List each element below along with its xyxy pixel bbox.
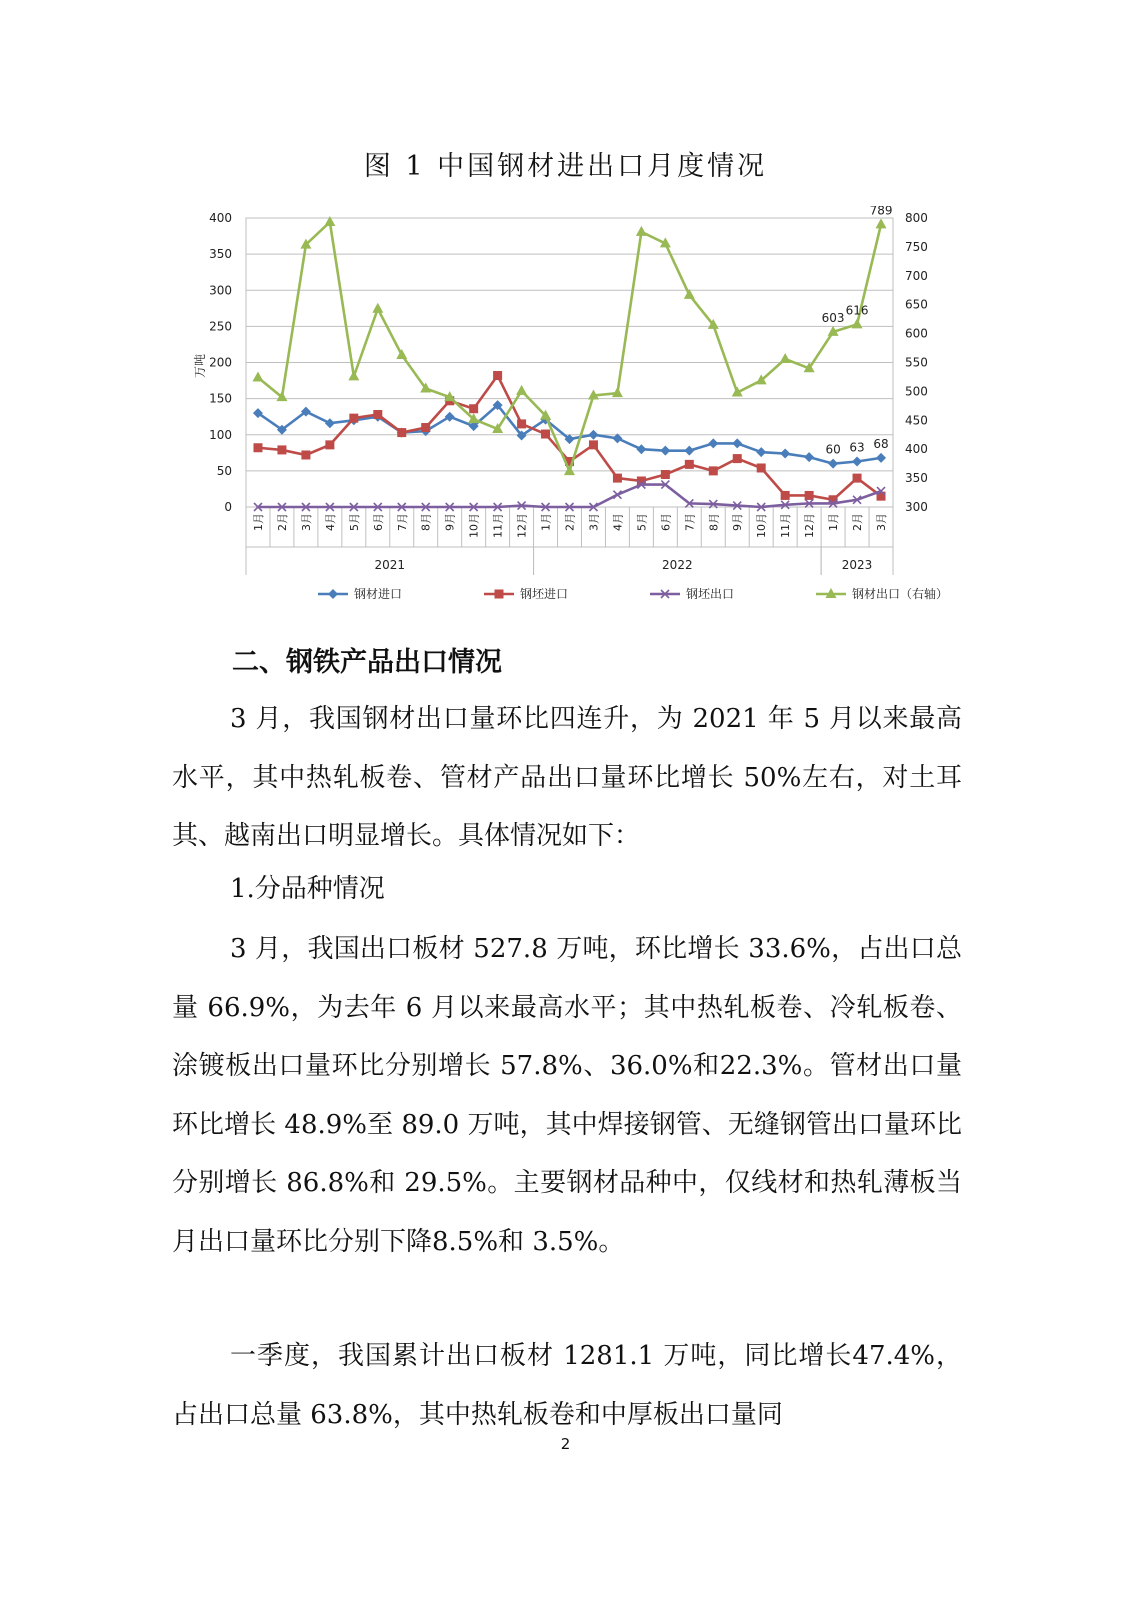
x-tick-label: 2月 [563,513,577,531]
x-tick-label: 11月 [491,513,505,538]
subsection-heading: 1.分品种情况 [230,874,385,904]
x-tick-label: 10月 [467,513,481,538]
data-label: 68 [873,436,889,451]
data-point [589,440,598,449]
y2-tick-label: 750 [905,239,928,254]
data-point [636,444,646,454]
y-axis-title: 万吨 [193,353,207,379]
y2-tick-label: 500 [905,384,928,399]
year-label: 2021 [374,558,406,572]
data-point [853,474,862,483]
data-point [348,370,359,380]
legend-label: 钢坯出口 [686,587,735,601]
x-tick-label: 3月 [875,513,889,531]
section-heading: 二、钢铁产品出口情况 [232,647,502,678]
y-tick-label: 150 [209,391,232,406]
page-number: 2 [560,1435,571,1453]
year-label: 2023 [841,558,873,572]
x-tick-label: 9月 [731,513,745,531]
data-point [564,465,575,475]
intro-paragraph: 3 月，我国钢材出口量环比四连升，为 2021 年 5 月以来最高水平，其中热轧板卷、管材产品出口量环比增长 50%左右，对土耳其、越南出口明显增长。具体情况如下： [172,704,962,851]
data-point [685,460,694,469]
data-point [325,418,335,428]
data-point [636,226,647,236]
x-tick-label: 2月 [275,513,289,531]
x-tick-label: 4月 [611,513,625,531]
data-point [828,459,838,469]
data-label: 789 [869,206,893,218]
chart-series [252,216,889,511]
data-point [301,450,310,459]
y-tick-label: 200 [209,355,232,370]
x-tick-label: 4月 [323,513,337,531]
y2-tick-label: 300 [905,500,928,514]
y-tick-label: 0 [224,500,232,514]
y-tick-label: 400 [209,211,232,225]
data-point [613,474,622,483]
x-tick-label: 5月 [347,513,361,531]
data-point [373,410,382,419]
y2-tick-label: 800 [905,211,928,225]
x-tick-label: 7月 [395,513,409,531]
data-point [325,440,334,449]
data-point [805,491,814,500]
x-tick-label: 6月 [659,513,673,531]
y2-tick-label: 550 [905,355,928,370]
data-point [852,456,862,466]
data-point [709,466,718,475]
legend-label: 钢材出口（右轴） [852,587,949,601]
x-tick-label: 11月 [779,513,793,538]
legend-item [318,586,402,601]
x-tick-label: 3月 [587,513,601,531]
data-point [421,423,430,432]
y2-tick-label: 350 [905,471,928,486]
body-paragraph-2: 一季度，我国累计出口板材 1281.1 万吨，同比增长47.4%，占出口总量 63.8%，其中热轧板卷和中厚板出口量同 [172,1341,962,1430]
data-point [781,491,790,500]
data-point [493,371,502,380]
x-tick-label: 8月 [707,513,721,531]
data-point [397,428,406,437]
x-tick-label: 2月 [851,513,865,531]
x-tick-label: 1月 [251,513,265,531]
y-tick-label: 100 [209,427,232,442]
data-point [732,438,742,448]
data-point [252,372,263,382]
data-point [277,445,286,454]
x-tick-label: 12月 [515,513,529,538]
data-label: 616 [845,303,869,318]
x-tick-label: 10月 [755,513,769,538]
data-point [612,387,623,397]
data-point [733,454,742,463]
data-point [660,446,670,456]
x-tick-label: 7月 [683,513,697,531]
data-label: 63 [849,440,865,455]
data-point [780,449,790,459]
data-point [372,303,383,313]
figure-title: 图 1 中国钢材进出口月度情况 [363,151,768,182]
data-point [876,218,887,228]
y2-tick-label: 600 [905,326,928,341]
chart-legend [318,586,948,601]
legend-label: 钢材进口 [354,587,403,601]
y2-tick-label: 700 [905,268,928,283]
series-line [258,222,881,471]
x-tick-label: 8月 [419,513,433,531]
data-point [757,463,766,472]
x-tick-label: 3月 [299,513,313,531]
data-point [780,353,791,363]
y2-tick-label: 650 [905,297,928,312]
body-paragraph-1: 3 月，我国出口板材 527.8 万吨，环比增长 33.6%，占出口总量 66.9%，为去年 6 月以来最高水平；其中热轧板卷、冷轧板卷、涂镀板出口量环比分别增长 57.8%、36.0%和22.3%。管材出口量环比增长 48.9%至 89.0 万吨，其中焊接钢管、无缝钢管出口量环比分别增长 86.8%和 29.5%。主要钢材品种中，仅线材和热轧薄板当月出口量环比分别下降8.5%和 3.5%。 [172,934,962,1257]
data-point [852,318,863,328]
y2-tick-label: 450 [905,413,928,428]
data-point [517,419,526,428]
x-tick-label: 9月 [443,513,457,531]
y-tick-label: 250 [209,319,232,334]
data-point [516,385,527,395]
x-tick-label: 5月 [635,513,649,531]
legend-item [816,586,948,601]
data-label: 603 [821,310,845,325]
x-tick-label: 1月 [539,513,553,531]
data-point [876,453,886,463]
y2-tick-label: 400 [905,442,928,457]
data-point [661,470,670,479]
steel-trade-chart [190,206,950,626]
legend-item [484,586,568,601]
y-tick-label: 50 [216,463,232,478]
y-tick-label: 300 [209,283,232,298]
data-point [396,349,407,359]
data-point [328,589,338,599]
year-label: 2022 [662,558,693,572]
data-point [708,438,718,448]
x-tick-label: 12月 [803,513,817,538]
data-point [541,430,550,439]
data-point [253,443,262,452]
x-tick-label: 6月 [371,513,385,531]
legend-label: 钢坯进口 [520,587,569,601]
data-label: 60 [825,442,841,457]
y-tick-label: 350 [209,247,232,262]
data-point [684,446,694,456]
data-point [469,404,478,413]
legend-item [650,586,734,601]
data-point [349,414,358,423]
data-point [804,452,814,462]
data-point [756,447,766,457]
x-tick-label: 1月 [827,513,841,531]
data-point [495,590,504,599]
data-point [588,430,598,440]
